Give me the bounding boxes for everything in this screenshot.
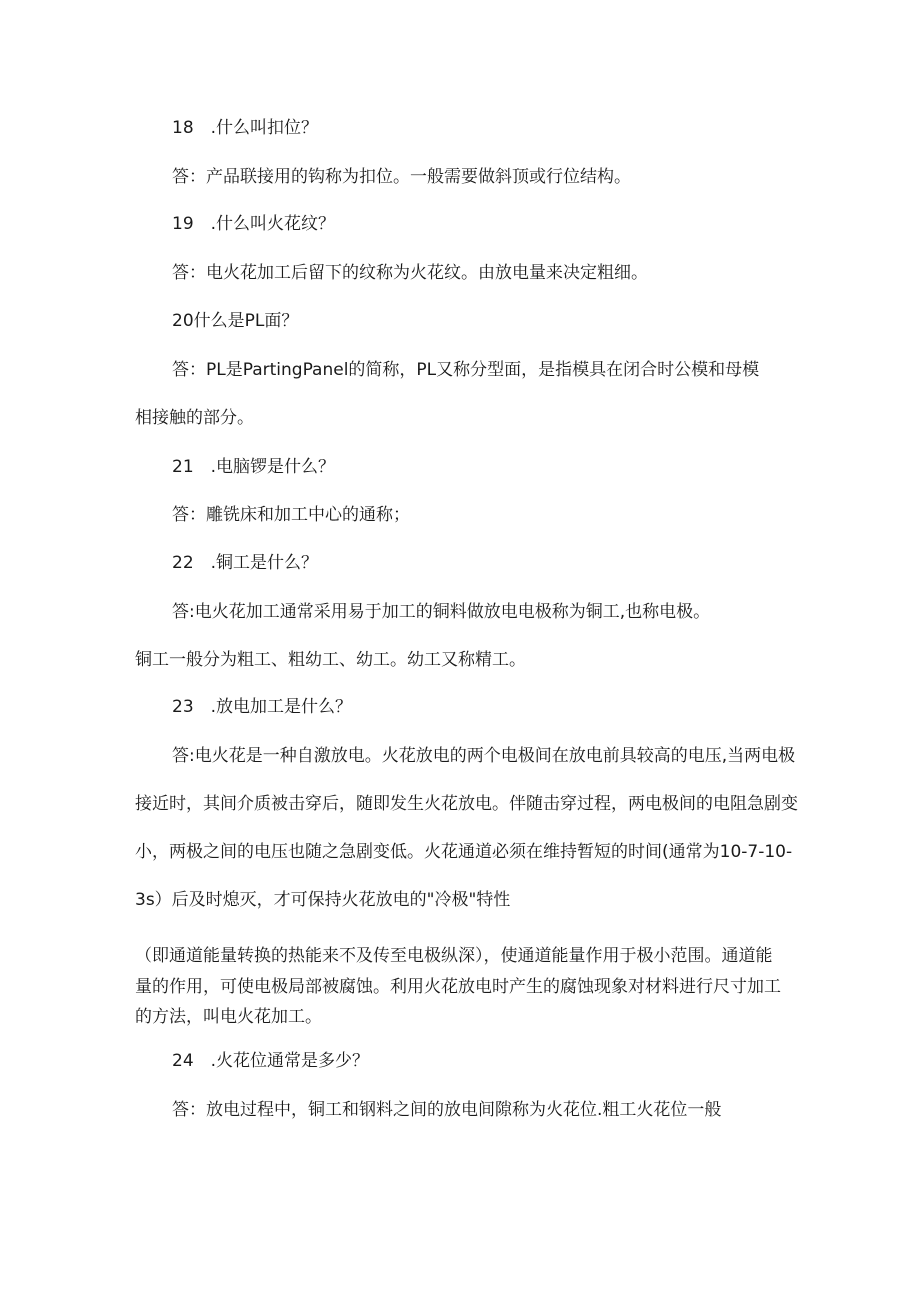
answer-23-line-7: 的方法，叫电火花加工。	[135, 1007, 322, 1027]
answer-20-line-1: 答：PL是PartingPanel的简称，PL又称分型面，是指模具在闭合时公模和母模	[172, 360, 760, 380]
answer-19: 答：电火花加工后留下的纹称为火花纹。由放电量来决定粗细。	[172, 263, 648, 283]
answer-20-line-2: 相接触的部分。	[135, 408, 254, 428]
question-20: 20什么是PL面？	[172, 311, 299, 331]
answer-18: 答：产品联接用的钩称为扣位。一般需要做斜顶或行位结构。	[172, 167, 631, 187]
question-24: 24 .火花位通常是多少？	[172, 1051, 370, 1071]
answer-22-line-2: 铜工一般分为粗工、粗幼工、幼工。幼工又称精工。	[135, 650, 526, 670]
answer-23-line-5: （即通道能量转换的热能来不及传至电极纵深），使通道能量作用于极小范围。通道能	[135, 946, 773, 966]
question-18: 18 .什么叫扣位？	[172, 118, 319, 138]
answer-22-line-1: 答:电火花加工通常采用易于加工的铜料做放电电极称为铜工,也称电极。	[172, 602, 711, 622]
answer-23-line-1: 答:电火花是一种自激放电。火花放电的两个电极间在放电前具较高的电压,当两电极	[172, 746, 796, 766]
answer-23-line-6: 量的作用，可使电极局部被腐蚀。利用火花放电时产生的腐蚀现象对材料进行尺寸加工	[135, 977, 781, 997]
question-22: 22 .铜工是什么？	[172, 553, 319, 573]
answer-23-line-3: 小，两极之间的电压也随之急剧变低。火花通道必须在维持暂短的时间(通常为10-7-10-	[135, 842, 793, 862]
answer-23-line-2: 接近时，其间介质被击穿后，随即发生火花放电。伴随击穿过程，两电极间的电阻急剧变	[135, 794, 798, 814]
answer-24: 答：放电过程中，铜工和钢料之间的放电间隙称为火花位.粗工火花位一般	[172, 1100, 722, 1120]
question-19: 19 .什么叫火花纹？	[172, 214, 336, 234]
answer-23-line-4: 3s）后及时熄灭，才可保持火花放电的"冷极"特性	[135, 890, 511, 910]
question-21: 21 .电脑锣是什么？	[172, 457, 336, 477]
question-23: 23 .放电加工是什么？	[172, 697, 353, 717]
answer-21: 答：雕铣床和加工中心的通称；	[172, 505, 410, 525]
